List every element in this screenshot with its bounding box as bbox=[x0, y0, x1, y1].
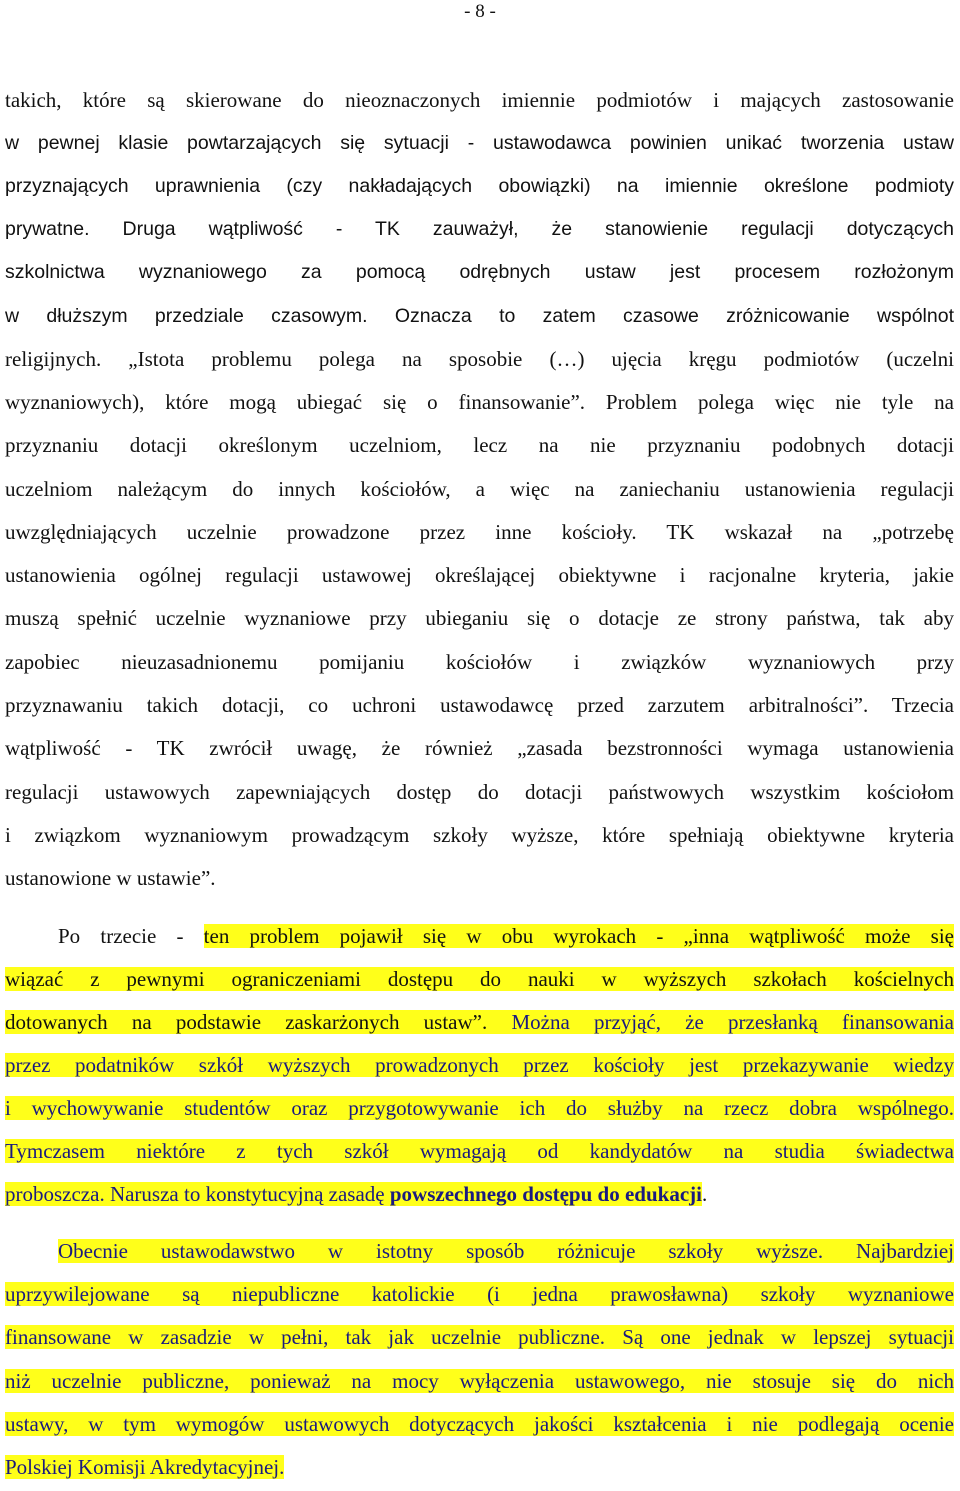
highlighted-text: uprzywilejowane są niepubliczne katolickie (i jedna prawosławna) szkoły wyznaniowe bbox=[5, 1282, 954, 1306]
page-number: - 8 - bbox=[464, 1, 496, 22]
text-line: przyznaniu dotacji określonym uczelniom, lecz na nie przyznaniu podobnych dotacji bbox=[5, 433, 954, 457]
text-line: i związkom wyznaniowym prowadzącym szkoły wyższe, które spełniają obiektywne kryteria bbox=[5, 823, 954, 847]
highlighted-text: niż uczelnie publiczne, ponieważ na mocy wyłączenia ustawowego, nie stosuje się do nich bbox=[5, 1369, 954, 1393]
text-line: przyznawaniu takich dotacji, co uchroni ustawodawcę przed zarzutem arbitralności”. Trzecia bbox=[5, 693, 954, 717]
text-span: . bbox=[701, 1182, 708, 1206]
text-line bbox=[5, 1008, 954, 1036]
text-span: Po trzecie - bbox=[58, 924, 204, 948]
highlighted-text: wiązać z pewnymi ograniczeniami dostępu do nauki w wyższych szkołach kościelnych bbox=[5, 967, 954, 991]
text-line: przyznających uprawnienia (czy nakładających obowiązki) na imiennie określone podmioty bbox=[5, 175, 954, 197]
highlighted-text: Obecnie ustawodawstwo w istotny sposób różnicuje szkoły wyższe. bbox=[58, 1239, 824, 1263]
text-line bbox=[5, 965, 954, 993]
text-line: zapobiec nieuzasadnionemu pomijaniu kościołów i związków wyznaniowych przy bbox=[5, 650, 954, 674]
text-line bbox=[5, 1280, 954, 1308]
highlighted-text: finansowane w zasadzie w pełni, tak jak uczelnie publiczne. bbox=[5, 1325, 606, 1349]
text-line bbox=[5, 1051, 954, 1079]
text-line bbox=[5, 1137, 954, 1165]
highlighted-text: Tymczasem niektóre z tych szkół wymagają od kandydatów na studia świadectwa bbox=[5, 1139, 954, 1163]
highlighted-text: Są one jednak w lepszej sytuacji bbox=[605, 1325, 954, 1349]
text-line bbox=[5, 1367, 954, 1395]
text-line bbox=[5, 1410, 954, 1438]
text-line: muszą spełnić uczelnie wyznaniowe przy ubieganiu się o dotacje ze strony państwa, tak aby bbox=[5, 606, 954, 630]
text-line bbox=[5, 1180, 954, 1208]
text-line bbox=[58, 1237, 954, 1265]
text-line bbox=[5, 1094, 954, 1122]
text-line: religijnych. „Istota problemu polega na sposobie (…) ujęcia kręgu podmiotów (uczelni bbox=[5, 347, 954, 371]
text-line bbox=[58, 922, 954, 950]
text-line: szkolnictwa wyznaniowego za pomocą odrębnych ustaw jest procesem rozłożonym bbox=[5, 261, 954, 283]
text-line: w pewnej klasie powtarzających się sytuacji - ustawodawca powinien unikać tworzenia ustaw bbox=[5, 132, 954, 154]
text-line: uwzględniających uczelnie prowadzone przez inne kościoły. TK wskazał na „potrzebę bbox=[5, 520, 954, 544]
text-line: wyznaniowych), które mogą ubiegać się o finansowanie”. Problem polega więc nie tyle na bbox=[5, 390, 954, 414]
text-line: w dłuższym przedziale czasowym. Oznacza to zatem czasowe zróżnicowanie wspólnot bbox=[5, 305, 954, 327]
bold-highlighted-text: powszechnego dostępu do edukacji bbox=[389, 1182, 702, 1206]
highlighted-text: ustawy, w tym wymogów ustawowych dotyczących jakości kształcenia i nie podlegają ocenie bbox=[5, 1412, 954, 1436]
text-line: regulacji ustawowych zapewniających dostęp do dotacji państwowych wszystkim kościołom bbox=[5, 780, 954, 804]
highlighted-text: przez podatników szkół wyższych prowadzonych przez kościoły jest przekazywanie wiedzy bbox=[5, 1053, 954, 1077]
highlighted-text: proboszcza. Narusza to konstytucyjną zasadę bbox=[5, 1182, 390, 1206]
text-line: takich, które są skierowane do nieoznaczonych imiennie podmiotów i mających zastosowanie bbox=[5, 88, 954, 112]
highlighted-text: Najbardziej bbox=[823, 1239, 954, 1263]
highlighted-text: Można przyjąć, że przesłanką finansowania bbox=[487, 1010, 954, 1034]
highlighted-text: dotowanych na podstawie zaskarżonych ustaw”. bbox=[5, 1010, 488, 1034]
highlighted-text: ten problem pojawił się w obu wyrokach - „inna wątpliwość może się bbox=[203, 924, 955, 948]
text-line: ustanowienia ogólnej regulacji ustawowej określającej obiektywne i racjonalne kryteria, jakie bbox=[5, 563, 954, 587]
text-line bbox=[5, 1453, 954, 1481]
text-line bbox=[5, 1323, 954, 1351]
highlighted-text: Polskiej Komisji Akredytacyjnej. bbox=[5, 1455, 285, 1479]
text-line: prywatne. Druga wątpliwość - TK zauważył, że stanowienie regulacji dotyczących bbox=[5, 218, 954, 240]
text-line: wątpliwość - TK zwrócił uwagę, że również „zasada bezstronności wymaga ustanowienia bbox=[5, 736, 954, 760]
text-line: ustanowione w ustawie”. bbox=[5, 866, 216, 890]
text-line: uczelniom należącym do innych kościołów, a więc na zaniechaniu ustanowienia regulacji bbox=[5, 477, 954, 501]
highlighted-text: i wychowywanie studentów oraz przygotowywanie ich do służby na rzecz dobra wspólnego. bbox=[5, 1096, 954, 1120]
